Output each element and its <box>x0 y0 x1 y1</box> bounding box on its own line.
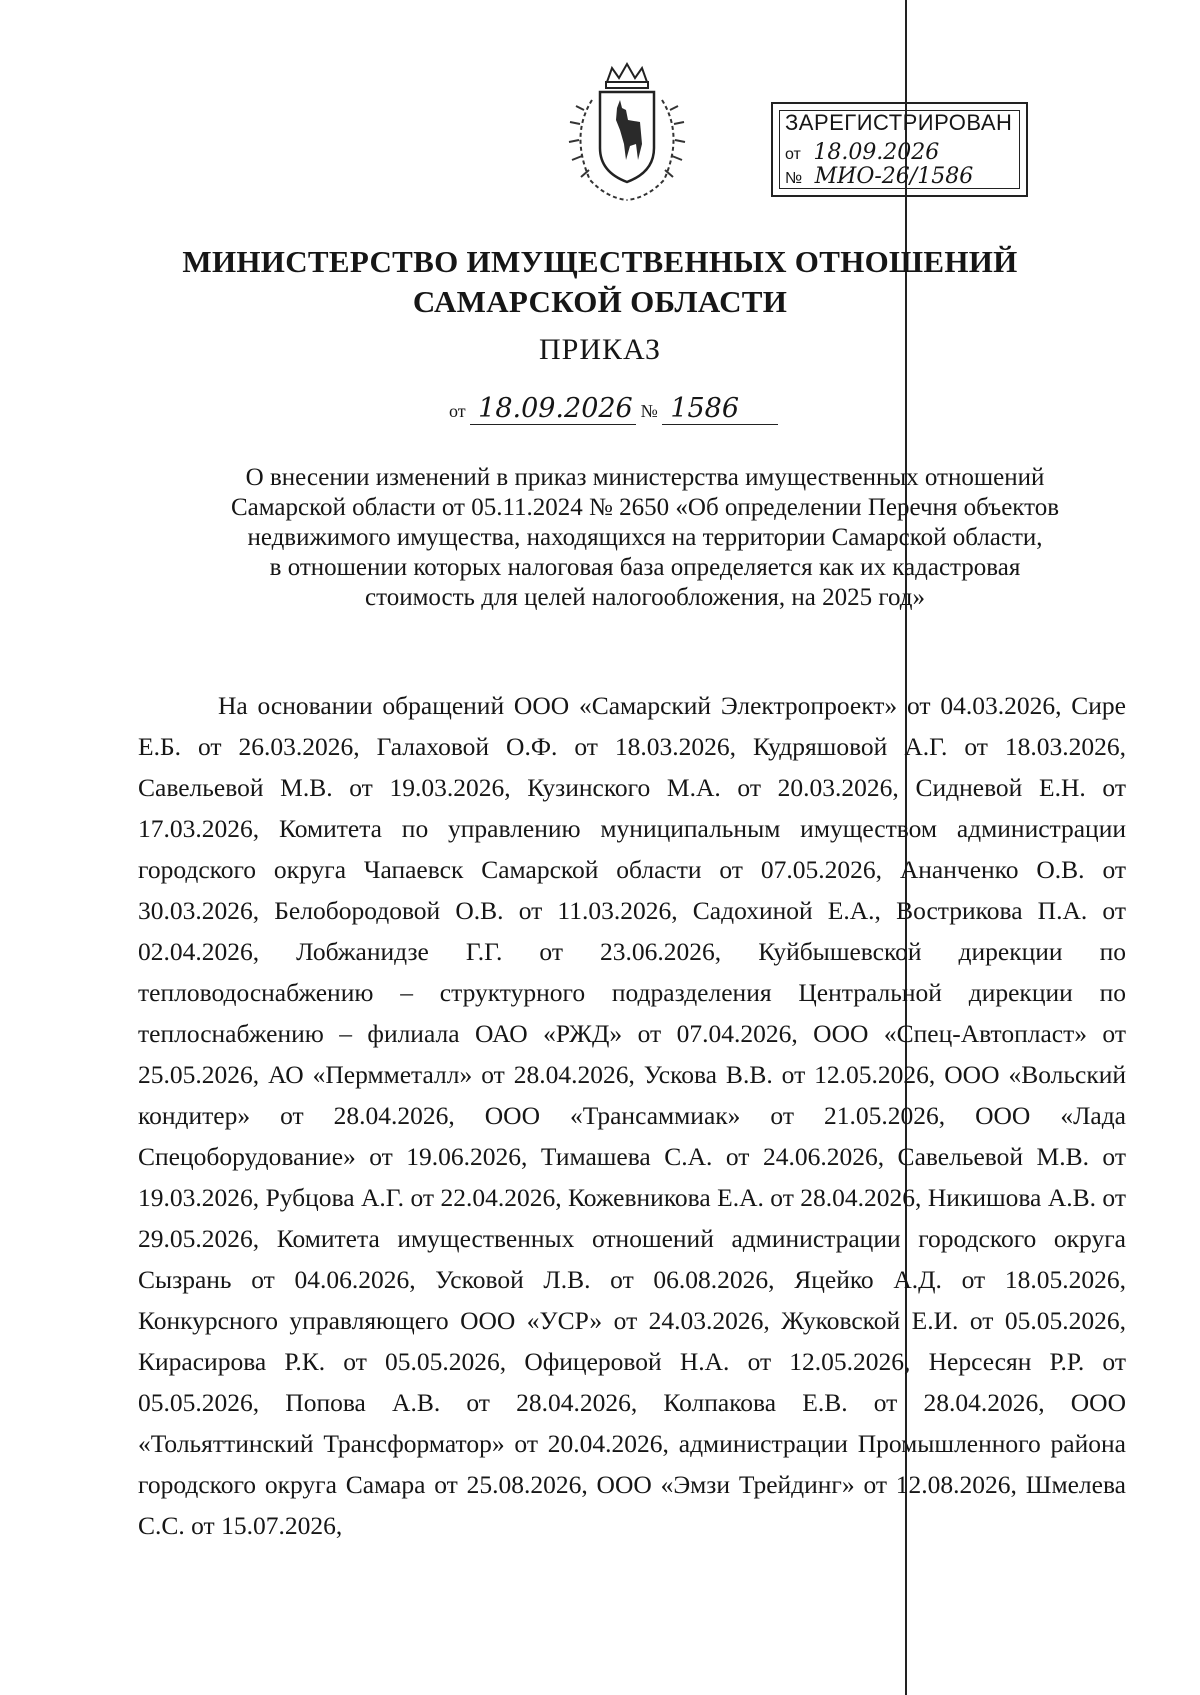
order-date-number-line <box>449 393 778 425</box>
order-number-label: № <box>640 401 658 421</box>
subject-line: Самарской области от 05.11.2024 № 2650 «Об определении Перечня объектов <box>230 494 1060 521</box>
subject-line: недвижимого имущества, находящихся на территории Самарской области, <box>247 524 1043 551</box>
order-subject <box>160 463 1130 613</box>
stamp-date-row <box>785 140 939 165</box>
stamp-number-label: № <box>785 170 803 187</box>
subject-line: в отношении которых налоговая база определяется как их кадастровая <box>269 554 1021 581</box>
order-date-value: 18.09.2026 <box>470 393 636 425</box>
ministry-name-line2: САМАРСКОЙ ОБЛАСТИ <box>412 284 788 319</box>
stamp-number-row <box>785 164 973 189</box>
stamp-number-value: МИО-26/1586 <box>814 164 974 189</box>
order-number-value: 1586 <box>662 393 778 425</box>
subject-line: О внесении изменений в приказ министерства имущественных отношений <box>245 464 1045 491</box>
ministry-name <box>0 242 1200 322</box>
stamp-title: ЗАРЕГИСТРИРОВАН <box>785 110 1013 135</box>
document-type-title: ПРИКАЗ <box>539 333 661 366</box>
body-paragraph: На основании обращений ООО «Самарский Электропроект» от 04.03.2026, Сире Е.Б. от 26.03.2026, Галаховой О.Ф. от 18.03.2026, Кудряшовой А.Г. от 18.03.2026, Савельевой М.В. от 19.03.2026, Кузинского М.А. от 20.03.2026, Сидневой Е.Н. от 17.03.2026, Комитета по управлению муниципальным имуществом администрации городского округа Чапаевск Самарской области от 07.05.2026, Ананченко О.В. от 30.03.2026, Белобородовой О.В. от 11.03.2026, Садохиной Е.А., Вострикова П.А. от 02.04.2026, Лобжанидзе Г.Г. от 23.06.2026, Куйбышевской дирекции по тепловодоснабжению – структурного подразделения Центральной дирекции по теплоснабжению – филиала ОАО «РЖД» от 07.04.2026, ООО «Спец-Автопласт» от 25.05.2026, АО «Пермметалл» от 28.04.2026, Ускова В.В. от 12.05.2026, ООО «Вольский кондитер» от 28.04.2026, ООО «Трансаммиак» от 21.05.2026, ООО «Лада Спецоборудование» от 19.06.2026, Тимашева С.А. от 24.06.2026, Савельевой М.В. от 19.03.2026, Рубцова А.Г. от 22.04.2026, Кожевникова Е.А. от 28.04.2026, Никишова А.В. от 29.05.2026, Комитета имущественных отношений администрации городского округа Сызрань от 04.06.2026, Усковой Л.В. от 06.08.2026, Яцейко А.Д. от 18.05.2026, Конкурсного управляющего ООО «УСР» от 24.03.2026, Жуковской Е.И. от 05.05.2026, Кирасирова Р.К. от 05.05.2026, Офицеровой Н.А. от 12.05.2026, Нерсесян Р.Р. от 05.05.2026, Попова А.В. от 28.04.2026, Колпакова Е.В. от 28.04.2026, ООО «Тольяттинский Трансформатор» от 20.04.2026, администрации Промышленного района городского округа Самара от 25.08.2026, ООО «Эмзи Трейдинг» от 12.08.2026, Шмелева С.С. от 15.07.2026, <box>138 690 1126 1540</box>
stamp-date-label: от <box>785 146 801 163</box>
order-date-label: от <box>449 401 466 421</box>
ministry-name-line1: МИНИСТЕРСТВО ИМУЩЕСТВЕННЫХ ОТНОШЕНИЙ <box>182 244 1018 279</box>
stamp-date-value: 18.09.2026 <box>813 140 940 165</box>
registration-stamp <box>771 102 1028 197</box>
coat-of-arms-emblem <box>562 60 692 205</box>
subject-line: стоимость для целей налогообложения, на 2025 год» <box>365 584 925 611</box>
